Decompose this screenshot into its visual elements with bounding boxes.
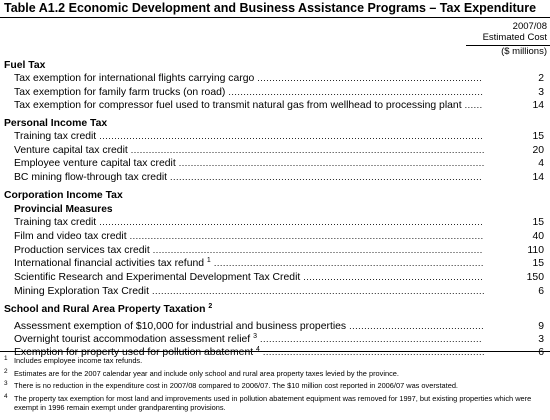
section-heading [0, 189, 550, 202]
row-label: Training tax credit [14, 131, 97, 142]
row-label: Overnight tourist accommodation assessment relief $^3$ [14, 333, 257, 345]
row-value: 40 [532, 231, 544, 242]
dot-leader: .......................................................................... [260, 334, 483, 344]
footnote-number: 2 [4, 367, 8, 375]
row-value: 15 [532, 131, 544, 142]
footnote [4, 356, 546, 365]
row-value: 150 [526, 272, 544, 283]
column-unit: ($ millions) [501, 46, 547, 57]
section-heading [0, 59, 550, 72]
dot-leader: .......................................................................................... [213, 258, 484, 268]
row-label: Tax exemption for family farm trucks (on road) [14, 87, 226, 98]
row-value: 6 [538, 347, 544, 358]
footnote [4, 369, 546, 378]
row-value: 15 [532, 217, 544, 228]
subsection-heading [0, 203, 550, 216]
table-row [0, 157, 550, 170]
dot-leader: ................................................................................................................................ [99, 131, 484, 141]
table-row [0, 72, 550, 85]
row-label: Corporation Income Tax [4, 190, 123, 201]
row-value: 110 [527, 245, 544, 256]
column-period: 2007/08 [512, 21, 547, 32]
dot-leader: .......................................................................... [262, 347, 485, 357]
column-label: Estimated Cost [482, 32, 547, 43]
table-title: Table A1.2 Economic Development and Business Assistance Programs – Tax Expenditure [4, 1, 537, 15]
dot-leader: ........................................................................... [257, 73, 483, 83]
row-label: Venture capital tax credit [14, 145, 128, 156]
row-value: 3 [538, 334, 544, 345]
footnote [4, 394, 546, 412]
row-label: Personal Income Tax [4, 118, 108, 129]
footnote-text: Estimates are for the 2007 calendar year and include only school and rural area property taxes levied by the province. [14, 368, 399, 378]
dot-leader: ...................................................................................................................... [130, 145, 485, 155]
row-label: Training tax credit [14, 217, 97, 228]
row-label: Tax exemption for compressor fuel used to transmit natural gas from wellhead to processing plant [14, 100, 462, 111]
footnote-text: The property tax exemption for most land and improvements used in pollution abatement equipment was removed for 1997, but existing properties which were exempt in 1996 remain exempt under grandparenting provisions. [14, 393, 532, 412]
row-label: School and Rural Area Property Taxation $^2$ [4, 303, 213, 315]
row-value: 3 [538, 87, 544, 98]
dot-leader: ............................................. [349, 321, 485, 331]
table-row [0, 130, 550, 143]
footnote-text: Includes employee income tax refunds. [14, 356, 143, 365]
footnote-number: 4 [4, 392, 8, 400]
section-heading [0, 117, 550, 130]
row-label: Production services tax credit [14, 245, 150, 256]
dot-leader: .............................................................................................................. [152, 245, 483, 255]
row-label: Tax exemption for international flights carrying cargo [14, 73, 255, 84]
footnote-text: There is no reduction in the expenditure cost in 2007/08 compared to 2006/07. The $10 million cost reported in 2006/07 was overstated. [14, 381, 458, 390]
row-label: Assessment exemption of $10,000 for industrial and business properties [14, 321, 347, 332]
footnote-marker: 1 [206, 257, 211, 264]
row-value: 6 [538, 286, 544, 297]
row-label: BC mining flow-through tax credit [14, 172, 168, 183]
dot-leader: ..................................................................................... [228, 87, 484, 97]
dot-leader: ................................................................................................................................ [99, 217, 484, 227]
row-value: 14 [532, 100, 544, 111]
table-row [0, 144, 550, 157]
dot-leader: ...... [464, 100, 483, 110]
row-value: 9 [538, 321, 544, 332]
dot-leader: ...................................................................................................................... [129, 231, 484, 241]
dot-leader: ............................................................................................................... [151, 286, 486, 296]
footnote-marker: 4 [256, 346, 260, 353]
table-row [0, 271, 550, 284]
row-label: Scientific Research and Experimental Development Tax Credit [14, 272, 301, 283]
section-heading [0, 303, 550, 316]
dot-leader: ........................................................................................................ [170, 172, 483, 182]
row-label: Provincial Measures [14, 204, 113, 215]
dot-leader: ...................................................................................................... [178, 158, 485, 168]
row-label: Exemption for property used for pollution abatement $^4$ [14, 346, 260, 358]
table-row [0, 244, 550, 257]
footnote-rule [0, 351, 550, 352]
table-row [0, 257, 550, 270]
table-row [0, 285, 550, 298]
row-label: Mining Exploration Tax Credit [14, 286, 149, 297]
footnote-marker: 2 [208, 303, 213, 310]
footnote [4, 381, 546, 390]
row-value: 20 [532, 145, 544, 156]
row-value: 15 [532, 258, 544, 269]
table-row [0, 171, 550, 184]
row-value: 4 [538, 158, 544, 169]
footnote-number: 1 [4, 355, 8, 362]
row-label: Film and video tax credit [14, 231, 127, 242]
table-row [0, 216, 550, 229]
table-row [0, 333, 550, 346]
footnote-marker: 3 [253, 333, 257, 340]
row-label: Fuel Tax [4, 60, 46, 71]
row-value: 2 [538, 73, 544, 84]
footnotes [4, 356, 546, 415]
table-row [0, 86, 550, 99]
row-label: Employee venture capital tax credit [14, 158, 176, 169]
dot-leader: ............................................................ [303, 272, 484, 282]
table-row [0, 320, 550, 333]
table-row [0, 230, 550, 243]
title-rule [0, 17, 550, 18]
row-label: International financial activities tax refund $^1$ [14, 257, 211, 269]
table-row [0, 99, 550, 112]
footnote-number: 3 [4, 380, 8, 387]
row-value: 14 [532, 172, 544, 183]
